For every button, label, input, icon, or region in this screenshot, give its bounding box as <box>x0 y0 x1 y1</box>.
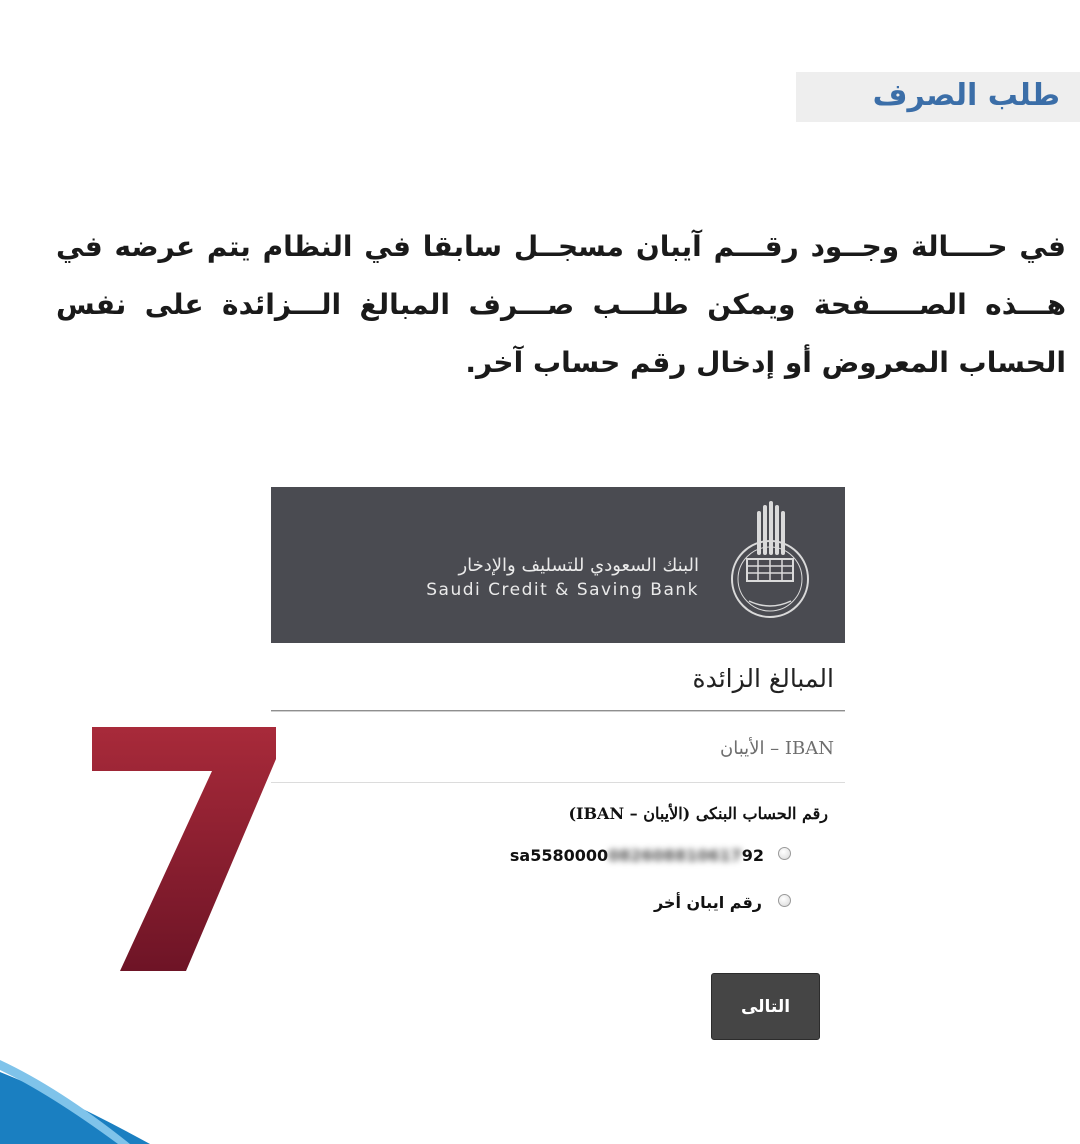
account-number-label: رقم الحساب البنكى (الأيبان – IBAN) <box>568 804 828 823</box>
bank-name-ar: البنك السعودي للتسليف والإدخار <box>458 555 699 576</box>
corner-decoration <box>0 1060 160 1144</box>
section-divider <box>271 710 845 712</box>
iban-divider <box>271 782 845 783</box>
overpaid-amounts-heading: المبالغ الزائدة <box>692 664 834 693</box>
page-title-bar <box>796 72 1080 122</box>
bank-name-en: Saudi Credit & Saving Bank <box>426 580 699 600</box>
bank-header <box>271 487 845 643</box>
other-iban-radio[interactable] <box>778 894 791 907</box>
existing-iban-radio[interactable] <box>778 847 791 860</box>
instructions-text: في حــــالة وجــود رقـــم آيبان مسجــل سابقا في النظام يتم عرضه في هـــذه الصـــــفحة ويمكن طلـــب صـــرف المبالغ الـــزائدة على نفس الحساب المعروض أو إدخال رقم حساب آخر. <box>56 230 1066 379</box>
bank-names <box>426 554 699 602</box>
iban-visible-end: 92 <box>741 846 764 865</box>
iban-visible-start: sa5580000 <box>509 846 609 865</box>
iban-heading: IBAN – الأيبان <box>720 738 834 759</box>
wheat-sheaf-logo-icon <box>705 497 835 627</box>
iban-blurred-digits: 082608810617 <box>608 846 742 865</box>
next-button[interactable]: التالى <box>711 973 820 1040</box>
other-iban-label: رقم ايبان أخر <box>653 893 762 912</box>
existing-iban-value <box>510 846 764 865</box>
step-number-seven <box>76 721 286 977</box>
page-title: طلب الصرف <box>872 78 1060 113</box>
